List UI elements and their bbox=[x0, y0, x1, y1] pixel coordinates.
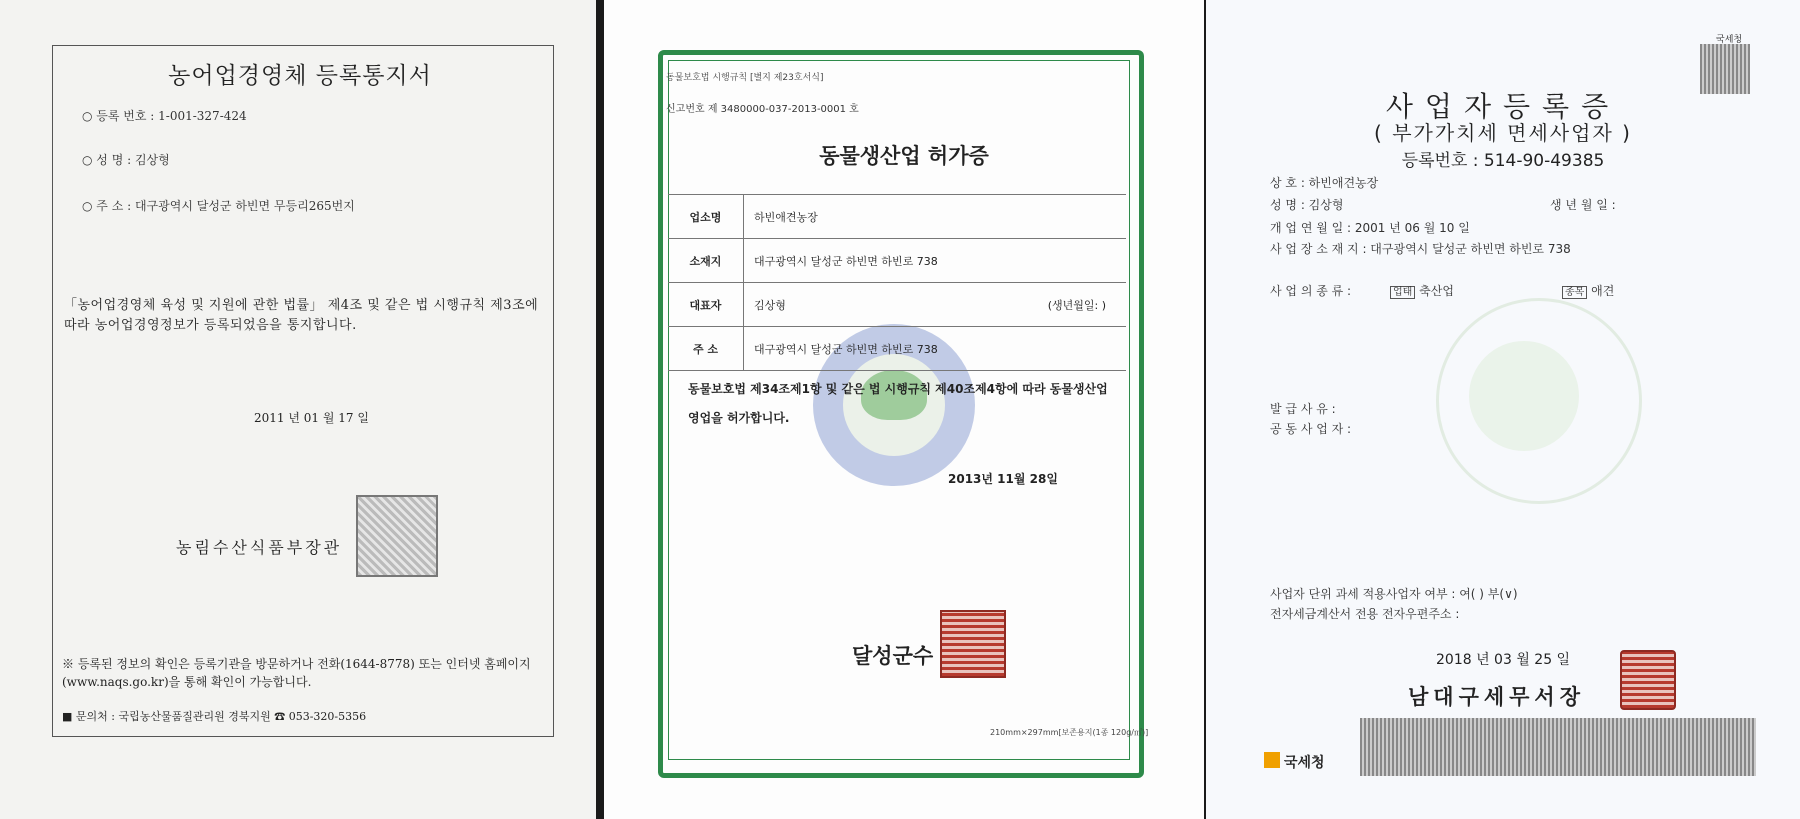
doc1-address: ○ 주 소 : 대구광역시 달성군 하빈면 무등리265번지 bbox=[82, 199, 355, 213]
doc1-title: 농어업경영체 등록통지서 bbox=[168, 63, 432, 89]
representative-name: 김상형 bbox=[754, 298, 786, 312]
field-biz-type bbox=[1390, 282, 1454, 299]
row-label: 소재지 bbox=[668, 239, 744, 283]
field-unit-tax: 사업자 단위 과세 적용사업자 여부 : 여( ) 부(∨) bbox=[1270, 587, 1518, 601]
document-frame bbox=[52, 45, 554, 737]
doc2-date: 2013년 11월 28일 bbox=[948, 472, 1058, 486]
doc1-body: 「농어업경영체 육성 및 지원에 관한 법률」 제4조 및 같은 법 시행규칙 제3조에 따라 농어업경영정보가 등록되었음을 통지합니다. bbox=[64, 298, 539, 333]
birth-label: (생년월일: ) bbox=[1047, 298, 1106, 312]
doc3-subtitle: ( 부가가치세 면세사업자 ) bbox=[1374, 121, 1632, 145]
doc1-contact: ■ 문의처 : 국립농산물품질관리원 경북지원 ☎ 053-320-5356 bbox=[62, 710, 367, 723]
doc2-issuer: 달성군수 bbox=[852, 644, 934, 668]
row-value: 대구광역시 달성군 하빈면 하빈로 738 bbox=[744, 327, 1127, 371]
watermark-inner bbox=[1469, 341, 1579, 451]
doc1-name: ○ 성 명 : 김상형 bbox=[82, 153, 170, 167]
table-row bbox=[668, 239, 1126, 283]
permit-table bbox=[668, 194, 1126, 371]
doc2-header: 동물보호법 시행규칙 [별지 제23호서식] bbox=[666, 73, 824, 83]
biz-item-tag: 종목 bbox=[1562, 286, 1587, 299]
field-joint: 공 동 사 업 자 : bbox=[1270, 422, 1352, 436]
field-email: 전자세금계산서 전용 전자우편주소 : bbox=[1270, 607, 1460, 621]
farm-registration-notice bbox=[0, 0, 596, 819]
nts-label: 국세청 bbox=[1284, 755, 1325, 771]
doc3-issuer: 남대구세무서장 bbox=[1408, 685, 1586, 709]
minister-seal bbox=[356, 495, 438, 577]
doc3-reg-no: 등록번호 : 514-90-49385 bbox=[1401, 151, 1605, 171]
row-label: 업소명 bbox=[668, 195, 744, 239]
biz-type: 축산업 bbox=[1419, 284, 1454, 298]
table-row bbox=[668, 327, 1126, 371]
doc1-reg-no: ○ 등록 번호 : 1-001-327-424 bbox=[82, 109, 247, 123]
doc2-title: 동물생산업 허가증 bbox=[819, 144, 989, 168]
field-owner: 성 명 : 김상형 bbox=[1270, 198, 1344, 212]
field-biz-item bbox=[1562, 282, 1614, 299]
tax-office-seal bbox=[1620, 650, 1676, 710]
animal-production-permit bbox=[604, 0, 1204, 819]
row-value bbox=[744, 283, 1127, 327]
field-trade-name: 상 호 : 하빈애견농장 bbox=[1270, 176, 1379, 190]
row-label: 대표자 bbox=[668, 283, 744, 327]
doc3-date: 2018 년 03 월 25 일 bbox=[1436, 652, 1571, 668]
doc1-date: 2011 년 01 월 17 일 bbox=[254, 411, 369, 425]
redacted-barcode bbox=[1360, 718, 1756, 776]
field-open-date: 개 업 연 월 일 : 2001 년 06 월 10 일 bbox=[1270, 221, 1470, 235]
row-label: 주 소 bbox=[668, 327, 744, 371]
nts-watermark bbox=[1436, 298, 1642, 504]
field-biz-type-label: 사 업 의 종 류 : bbox=[1270, 284, 1352, 298]
row-value: 하빈애견농장 bbox=[744, 195, 1127, 239]
doc2-body: 동물보호법 제34조제1항 및 같은 법 시행규칙 제40조제4항에 따라 동물생산업 영업을 허가합니다. bbox=[688, 382, 1108, 425]
table-row bbox=[668, 283, 1126, 327]
doc3-title: 사업자등록증 bbox=[1385, 90, 1621, 123]
business-registration-certificate bbox=[1206, 0, 1800, 819]
row-value: 대구광역시 달성군 하빈면 하빈로 738 bbox=[744, 239, 1127, 283]
field-issue-reason: 발 급 사 유 : bbox=[1270, 402, 1336, 416]
field-birth: 생 년 월 일 : bbox=[1550, 198, 1616, 212]
nts-logo-icon bbox=[1264, 752, 1280, 768]
doc2-footer: 210mm×297mm[보존용지(1종 120g/㎡)] bbox=[990, 728, 1149, 737]
nts-logo-text: 국세청 bbox=[1716, 35, 1743, 45]
county-seal bbox=[940, 610, 1006, 678]
doc2-report-no: 신고번호 제 3480000-037-2013-0001 호 bbox=[666, 104, 859, 115]
doc1-note: ※ 등록된 정보의 확인은 등록기관을 방문하거나 전화(1644-8778) 또는 인터넷 홈페이지(www.naqs.go.kr)을 통해 확인이 가능합니다. bbox=[62, 657, 531, 689]
biz-item: 애견 bbox=[1591, 284, 1615, 298]
biz-type-tag: 업태 bbox=[1390, 286, 1415, 299]
doc1-issuer: 농림수산식품부장관 bbox=[176, 538, 343, 557]
field-address: 사 업 장 소 재 지 : 대구광역시 달성군 하빈면 하빈로 738 bbox=[1270, 242, 1571, 256]
table-row bbox=[668, 195, 1126, 239]
